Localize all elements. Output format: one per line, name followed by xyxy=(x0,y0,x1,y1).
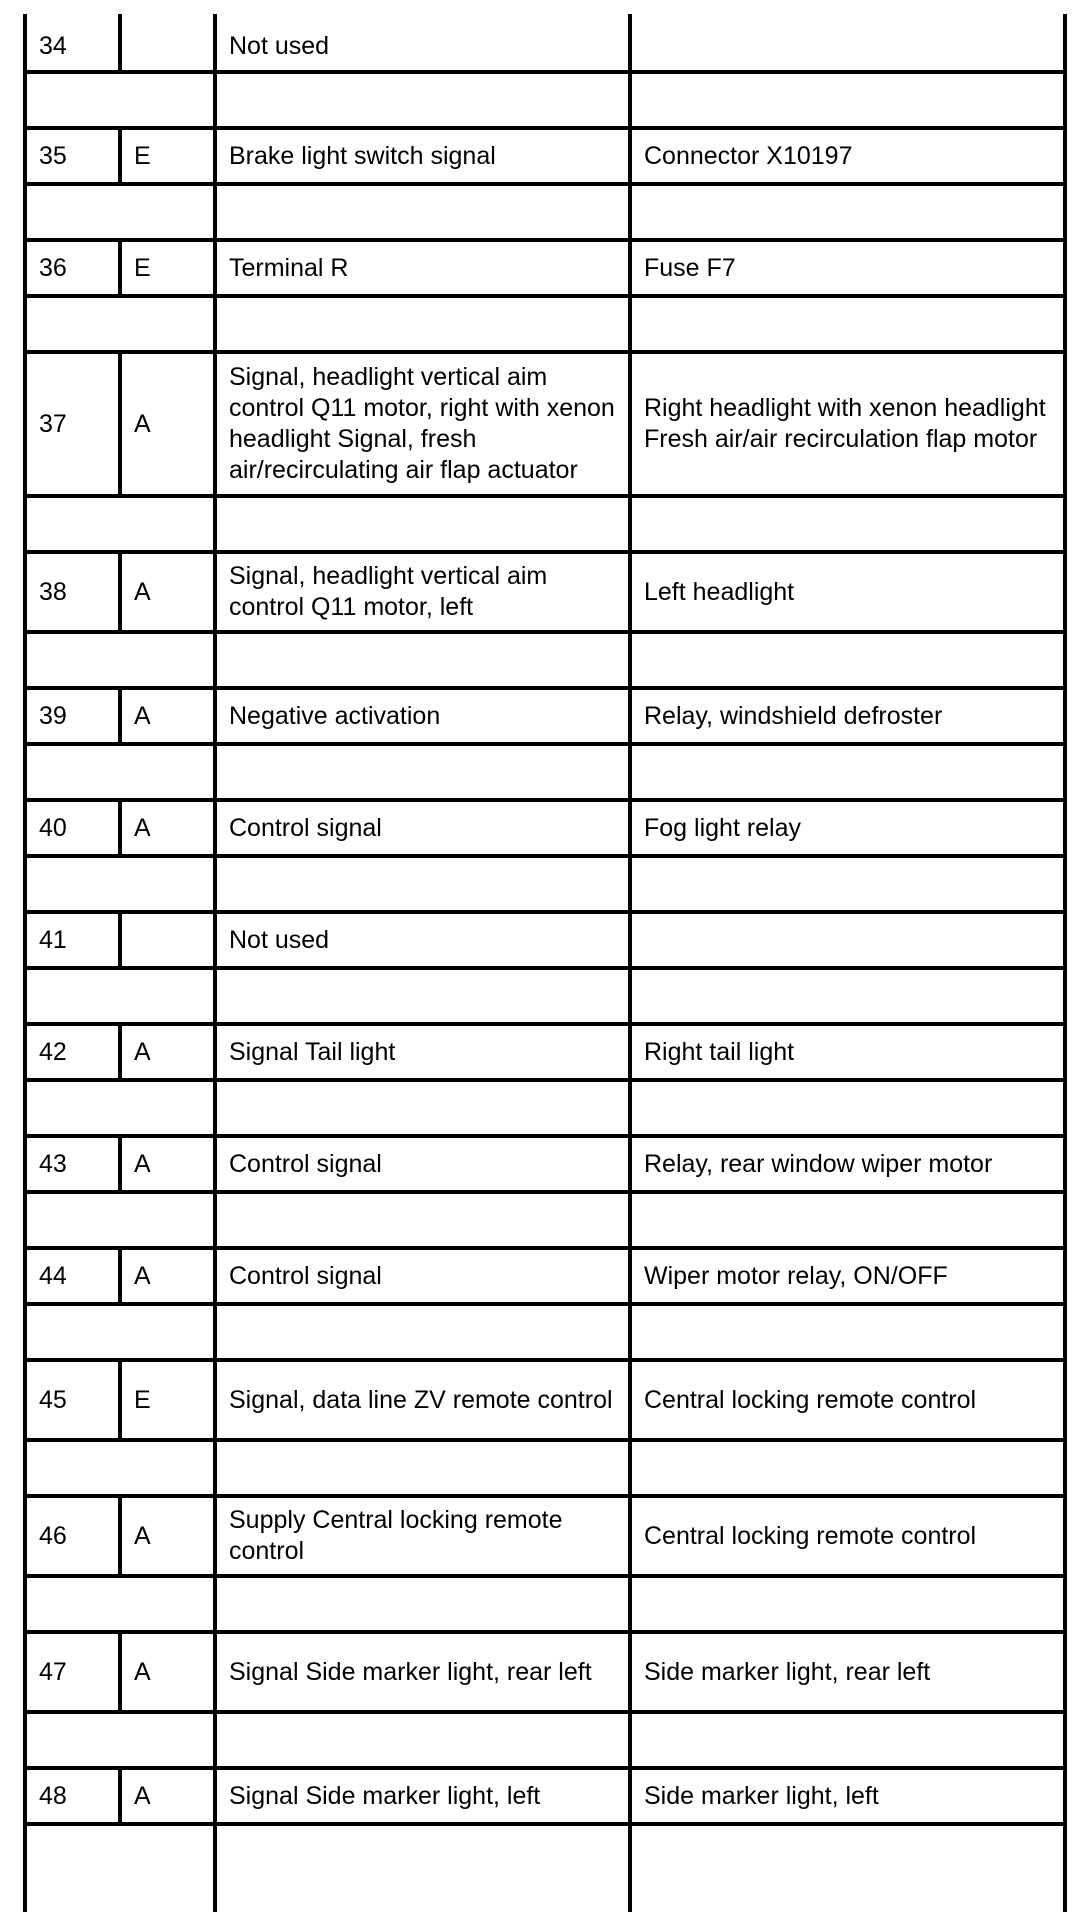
connection-text: Wiper motor relay, ON/OFF xyxy=(644,1261,948,1290)
description-cell xyxy=(229,1138,628,1190)
pin-type-rule xyxy=(118,1138,122,1194)
description-cell xyxy=(229,22,628,70)
signal-type-cell xyxy=(134,554,213,630)
connection-cell xyxy=(644,554,1063,630)
description-cell xyxy=(229,1634,628,1710)
signal-type-cell xyxy=(134,1250,213,1302)
signal-type-cell xyxy=(134,914,213,966)
description-text: Control signal xyxy=(229,1261,382,1290)
pin-number-text: 46 xyxy=(39,1521,67,1550)
signal-type-cell xyxy=(134,1138,213,1190)
connection-text: Fog light relay xyxy=(644,813,802,842)
description-cell xyxy=(229,914,628,966)
description-text: Negative activation xyxy=(229,701,441,730)
pin-number-text: 35 xyxy=(39,141,67,170)
signal-type-cell xyxy=(134,1026,213,1078)
description-text: Signal Tail light xyxy=(229,1037,396,1066)
column-rule xyxy=(213,14,217,1912)
connection-cell xyxy=(644,914,1063,966)
table-rule xyxy=(23,1710,1067,1714)
pin-number-cell xyxy=(39,1362,118,1438)
description-cell xyxy=(229,690,628,742)
pin-type-rule xyxy=(118,1250,122,1306)
description-text: Brake light switch signal xyxy=(229,141,496,170)
connection-cell xyxy=(644,1026,1063,1078)
description-text: Signal Side marker light, left xyxy=(229,1781,541,1810)
connection-cell xyxy=(644,22,1063,70)
pin-number-text: 44 xyxy=(39,1261,67,1290)
connection-text: Central locking remote control xyxy=(644,1521,977,1550)
table-rule xyxy=(23,70,1067,74)
pin-number-text: 39 xyxy=(39,701,67,730)
table-rule xyxy=(23,630,1067,634)
connection-cell xyxy=(644,242,1063,294)
table-rule xyxy=(23,294,1067,298)
description-text: Signal, headlight vertical aim control Q11 motor, left xyxy=(229,562,548,621)
connection-text: Connector X10197 xyxy=(644,141,853,170)
pin-type-rule xyxy=(118,690,122,746)
connection-cell xyxy=(644,130,1063,182)
description-text: Signal, data line ZV remote control xyxy=(229,1385,613,1414)
connection-cell xyxy=(644,690,1063,742)
table-rule xyxy=(23,742,1067,746)
description-cell xyxy=(229,354,628,494)
table-rule xyxy=(23,1438,1067,1442)
pin-type-rule xyxy=(118,1498,122,1578)
connection-text: Right tail light xyxy=(644,1037,795,1066)
table-rule xyxy=(23,1302,1067,1306)
connection-cell xyxy=(644,1138,1063,1190)
signal-type-cell xyxy=(134,802,213,854)
connection-text: Relay, windshield defroster xyxy=(644,701,943,730)
pin-type-rule xyxy=(118,1770,122,1826)
connection-text: Right headlight with xenon headlight Fresh air/air recirculation flap motor xyxy=(644,394,1046,453)
signal-type-text: E xyxy=(134,1385,151,1414)
description-cell xyxy=(229,130,628,182)
signal-type-cell xyxy=(134,354,213,494)
signal-type-cell xyxy=(134,130,213,182)
table-rule xyxy=(23,1574,1067,1578)
pin-number-text: 45 xyxy=(39,1385,67,1414)
pin-number-text: 40 xyxy=(39,813,67,842)
pin-number-cell xyxy=(39,802,118,854)
signal-type-text: A xyxy=(134,409,151,438)
pin-type-rule xyxy=(118,130,122,186)
signal-type-text: E xyxy=(134,253,151,282)
signal-type-text: A xyxy=(134,1037,151,1066)
table-rule xyxy=(23,966,1067,970)
table-rule xyxy=(23,1822,1067,1826)
description-cell xyxy=(229,1026,628,1078)
pin-type-rule xyxy=(118,1362,122,1442)
connection-text: Left headlight xyxy=(644,577,795,606)
pin-number-cell xyxy=(39,1498,118,1574)
pin-number-cell xyxy=(39,1026,118,1078)
pin-number-text: 36 xyxy=(39,253,67,282)
signal-type-text: A xyxy=(134,1261,151,1290)
description-cell xyxy=(229,554,628,630)
pin-number-cell xyxy=(39,1138,118,1190)
description-text: Terminal R xyxy=(229,253,349,282)
signal-type-text: A xyxy=(134,813,151,842)
signal-type-cell xyxy=(134,1362,213,1438)
connection-cell xyxy=(644,1634,1063,1710)
pin-number-text: 42 xyxy=(39,1037,67,1066)
connection-text: Relay, rear window wiper motor xyxy=(644,1149,993,1178)
table-rule xyxy=(23,854,1067,858)
signal-type-cell xyxy=(134,242,213,294)
pin-number-text: 41 xyxy=(39,925,67,954)
description-text: Control signal xyxy=(229,1149,382,1178)
signal-type-text: E xyxy=(134,141,151,170)
description-cell xyxy=(229,242,628,294)
column-rule xyxy=(1063,14,1067,1912)
pin-type-rule xyxy=(118,1026,122,1082)
description-cell xyxy=(229,1498,628,1574)
table-rule xyxy=(23,1078,1067,1082)
description-text: Signal Side marker light, rear left xyxy=(229,1657,592,1686)
description-cell xyxy=(229,1250,628,1302)
connection-cell xyxy=(644,802,1063,854)
connection-text: Fuse F7 xyxy=(644,253,736,282)
pin-number-cell xyxy=(39,242,118,294)
connection-text: Central locking remote control xyxy=(644,1385,977,1414)
pin-number-cell xyxy=(39,554,118,630)
description-text: Signal, headlight vertical aim control Q11 motor, right with xenon headlight Signal, fresh air/recirculating air flap actuator xyxy=(229,363,615,484)
signal-type-cell xyxy=(134,690,213,742)
table-rule xyxy=(23,182,1067,186)
pin-type-rule xyxy=(118,354,122,498)
description-text: Control signal xyxy=(229,813,382,842)
signal-type-text: A xyxy=(134,577,151,606)
connection-cell xyxy=(644,354,1063,494)
pin-type-rule xyxy=(118,914,122,970)
connection-text: Side marker light, rear left xyxy=(644,1657,931,1686)
pin-number-cell xyxy=(39,1250,118,1302)
pin-number-cell xyxy=(39,22,118,70)
column-rule xyxy=(23,14,27,1912)
signal-type-cell xyxy=(134,1634,213,1710)
pin-number-cell xyxy=(39,1770,118,1822)
connection-cell xyxy=(644,1250,1063,1302)
pin-number-cell xyxy=(39,354,118,494)
pin-number-text: 38 xyxy=(39,577,67,606)
connection-text: Side marker light, left xyxy=(644,1781,879,1810)
description-cell xyxy=(229,1362,628,1438)
pin-number-text: 47 xyxy=(39,1657,67,1686)
pin-type-rule xyxy=(118,14,122,74)
pin-type-rule xyxy=(118,1634,122,1714)
pin-number-cell xyxy=(39,1634,118,1710)
signal-type-cell xyxy=(134,1770,213,1822)
signal-type-text: A xyxy=(134,1149,151,1178)
signal-type-text: A xyxy=(134,701,151,730)
pin-type-rule xyxy=(118,554,122,634)
connection-cell xyxy=(644,1362,1063,1438)
connection-cell xyxy=(644,1770,1063,1822)
table-rule xyxy=(23,1190,1067,1194)
signal-type-cell xyxy=(134,22,213,70)
signal-type-text: A xyxy=(134,1781,151,1810)
signal-type-text: A xyxy=(134,1521,151,1550)
signal-type-text: A xyxy=(134,1657,151,1686)
description-text: Supply Central locking remote control xyxy=(229,1506,563,1565)
column-rule xyxy=(628,14,632,1912)
pin-number-text: 34 xyxy=(39,31,67,60)
pin-type-rule xyxy=(118,242,122,298)
pin-number-cell xyxy=(39,690,118,742)
pin-number-text: 48 xyxy=(39,1781,67,1810)
signal-type-cell xyxy=(134,1498,213,1574)
description-text: Not used xyxy=(229,925,330,954)
pin-assignment-table xyxy=(23,0,1067,1920)
description-text: Not used xyxy=(229,31,330,60)
description-cell xyxy=(229,1770,628,1822)
description-cell xyxy=(229,802,628,854)
pin-number-cell xyxy=(39,914,118,966)
connection-cell xyxy=(644,1498,1063,1574)
pin-number-text: 37 xyxy=(39,409,67,438)
pin-number-text: 43 xyxy=(39,1149,67,1178)
pin-type-rule xyxy=(118,802,122,858)
table-rule xyxy=(23,494,1067,498)
pin-number-cell xyxy=(39,130,118,182)
